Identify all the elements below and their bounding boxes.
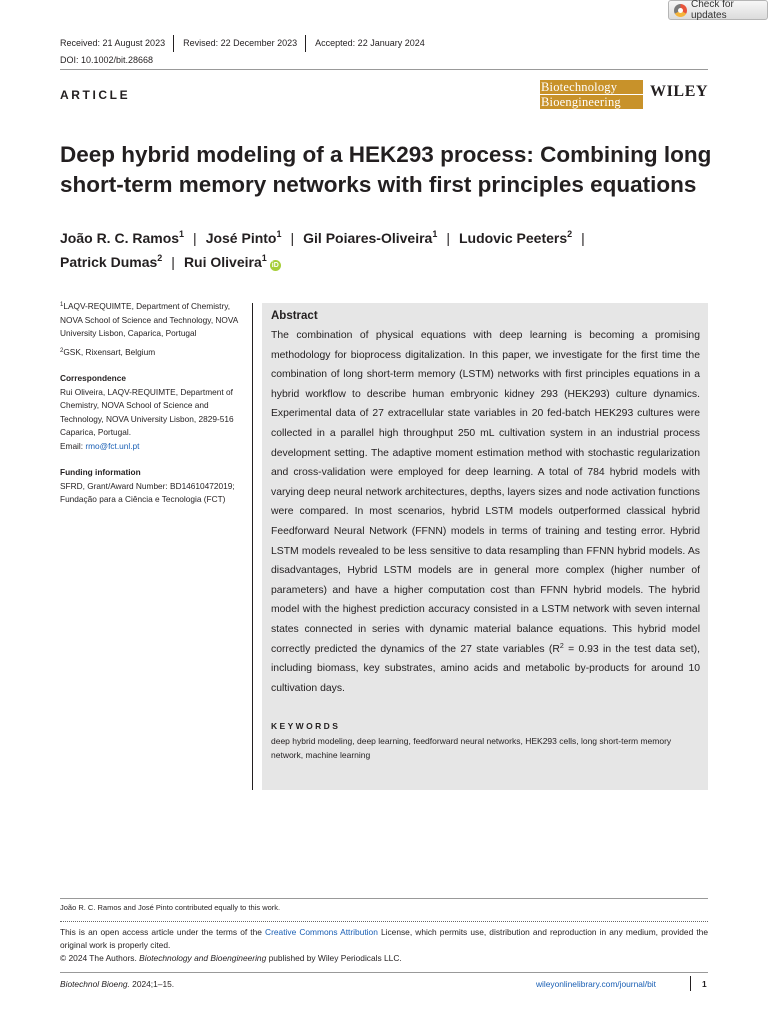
revised-date: Revised: 22 December 2023 (183, 38, 298, 48)
funding-text: SFRD, Grant/Award Number: BD14610472019; Fundação para a Ciência e Tecnologia (FCT) (60, 480, 235, 504)
keywords-text: deep hybrid modeling, deep learning, feedforward neural networks, HEK293 cells, long short-term memory network, machine learning (271, 736, 672, 760)
author-name[interactable]: Rui Oliveira$^1$ (183, 253, 267, 270)
creative-commons-link[interactable]: Creative Commons Attribution (265, 927, 378, 937)
orcid-icon[interactable]: iD (271, 262, 279, 269)
crossmark-icon (674, 4, 687, 17)
column-divider (252, 303, 253, 790)
check-for-updates-button[interactable] (668, 0, 768, 20)
author-name[interactable]: Patrick Dumas$^2$ (60, 253, 163, 270)
check-for-updates-label: Check for updates (691, 0, 734, 21)
correspondence-text: Rui Oliveira, LAQV-REQUIMTE, Department of Chemistry, NOVA School of Science and Technology, NOVA University Lisbon, 2829-516 Caparica, Portugal. (60, 386, 234, 437)
journal-logo-line2: Bioengineering (540, 95, 643, 109)
abstract-box (262, 303, 708, 790)
author-name[interactable]: Gil Poiares-Oliveira$^1$ (303, 229, 438, 246)
page-number: 1 (702, 979, 707, 989)
abstract-heading: Abstract (271, 310, 318, 322)
header-divider (60, 69, 708, 70)
abstract-text: The combination of physical equations with deep learning is becoming a promising methodology for bioprocess digitalization. In this paper, we investigate for the first time the combination of long short-term memory (LSTM) networks with first principles equations in a hybrid workflow to describe human embryonic kidney 293 (HEK293) culture dynamics. Experimental data of 27 extracellular state variables in 20 fed-batch HEK293 cultures were collected in a parallel high throughput 250 mL cultivation system in an industrial process development setting. The adaptive moment estimation method with stochastic regularization and cross-validation were employed for deep learning. A total of 784 hybrid models with varying deep neural network architectures, depths, layers sizes and node activation functions were compared. In most scenarios, hybrid LSTM models outperformed classical hybrid Feedforward Neural Network (FFNN) models in terms of training and testing error. Hybrid LSTM models revealed to be less sensitive to data resampling than FFNN hybrid models. As disadvantages, Hybrid LSTM models are in general more complex (higher number of parameters) and have a higher computation cost than FFNN hybrid models. The hybrid model with the highest prediction accuracy consisted in a LSTM network with seven internal states connected in series with dynamic material balance equations. This hybrid model correctly predicted the dynamics of the 27 state variables ($R^2 = 0.93$ in the test data set), including biomass, key substrates, amino acids and metabolic by-products for around 10 cultivation days. (271, 330, 700, 694)
doi[interactable]: DOI: 10.1002/bit.28668 (60, 55, 154, 65)
date-separator (173, 35, 174, 52)
footnote-divider (60, 898, 708, 899)
author-list: João R. C. Ramos$^1$ | José Pinto$^1$ | Gil Poiares-Oliveira$^1$ | Ludovic Peeters$^2$ | Patrick Dumas$^2$ | Rui Oliveira$^1$iD (60, 229, 585, 270)
received-date: Received: 21 August 2023 (60, 38, 166, 48)
article-title: Deep hybrid modeling of a HEK293 process: Combining long short-term memory networks with first principles equations (60, 142, 712, 197)
affiliation-2: $^2$GSK, Rixensart, Belgium (60, 346, 156, 357)
publisher-logo[interactable]: WILEY (650, 83, 709, 100)
article-type-label: ARTICLE (60, 88, 131, 102)
affiliations-column (60, 300, 245, 512)
license-divider (60, 921, 708, 922)
license-note: This is an open access article under the terms of the Creative Commons Attribution License, which permits use, distribution and reproduction in any medium, provided the original work is properly cited. © 2024 The Authors. Biotechnology and Bioengineering published by Wiley Periodicals LLC. (60, 927, 708, 963)
article-dates (60, 35, 433, 51)
journal-logo[interactable] (540, 80, 643, 108)
date-separator (305, 35, 306, 52)
author-name[interactable]: João R. C. Ramos$^1$ (60, 229, 185, 246)
correspondence-heading: Correspondence (60, 373, 126, 383)
footer-divider (60, 972, 708, 973)
journal-logo-line1: Biotechnology (540, 80, 643, 94)
email-link[interactable]: rmo@fct.unl.pt (85, 440, 140, 451)
contribution-note: João R. C. Ramos and José Pinto contributed equally to this work. (60, 903, 281, 912)
author-name[interactable]: José Pinto$^1$ (205, 229, 282, 246)
funding-heading: Funding information (60, 467, 141, 477)
accepted-date: Accepted: 22 January 2024 (315, 38, 425, 48)
keywords-heading: KEYWORDS (271, 721, 341, 732)
citation: Biotechnol Bioeng. 2024;1–15. (60, 979, 175, 989)
journal-url-link[interactable]: wileyonlinelibrary.com/journal/bit (536, 979, 656, 989)
footer-separator (690, 976, 691, 991)
author-name[interactable]: Ludovic Peeters$^2$ (458, 229, 573, 246)
affiliation-1: $^1$LAQV-REQUIMTE, Department of Chemistry, NOVA School of Science and Technology, NOVA University Lisbon, Caparica, Portugal (60, 301, 238, 338)
correspondence-email: Email: rmo@fct.unl.pt (60, 440, 140, 451)
